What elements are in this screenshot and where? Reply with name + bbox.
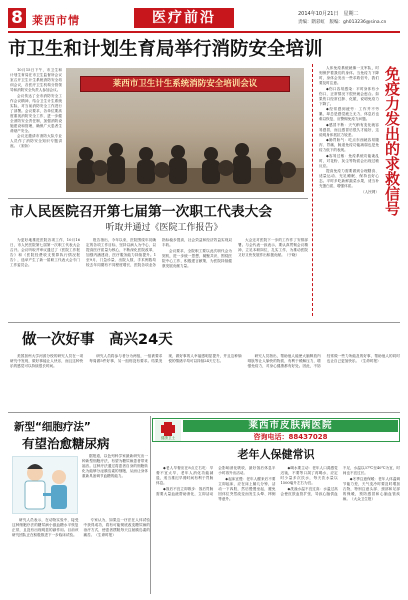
story5-headline: 老年人保健常识 bbox=[237, 448, 315, 461]
story4-illustration bbox=[12, 456, 78, 514]
photo-banner-text: 莱西市卫生计生系统消防安全培训会议 bbox=[112, 79, 258, 89]
brand-name: 莱西市情 bbox=[32, 14, 80, 27]
story1-body: 10月15日下午，市卫生和计划生育局在市卫生监督所会议室召开卫生计生系统消防安全培训会议，各医疗卫生机构分管领导和消防安全负责人参加会议。 会议传达了全市消防安全工作会议精神，结合卫生计生系统实际，对当前消防安全工作进行了部署。会议要求，各单位要高度重视消防安全工作，进一步健全消防安全责任制，加强消防设施建设和管理，确保广大患者生命财产安全。 会议还邀请市消防大队专业人员作了消防安全知识专题讲座。（宋娇） bbox=[10, 68, 62, 148]
page-number: 8 bbox=[11, 8, 23, 28]
ad-title: 莱西市皮肤病医院 bbox=[248, 420, 333, 431]
page-number-badge bbox=[8, 8, 26, 28]
photo-banner bbox=[80, 76, 290, 92]
divider-3 bbox=[8, 412, 400, 413]
story5-body: ◆老人早餐应在8点左右吃：早餐不宜太早，老年人消化功能减退，适当推迟早餐时间有利于胃肠休息。 ◆饭后不宜立即散步：饭后胃肠需要大量血液帮助消化，立即活动会影响消化吸收，最好饭后休息半小时再外出活动。 ◆起床宜慢：老年人醒来后不要立即起床，应在床上躺几分钟，活动一下四肢，然后慢慢坐起，避免因体位突然改变而发生头晕、摔倒等意外。 ◆喝水要主动：老年人口渴感觉迟钝，不要等口渴了再喝水，应定时少量多次饮水，每天饮水量以1500毫升左右为宜。 ◆洗澡水温不宜过高：水温过高会使皮肤血管扩张，导致心脑供血不足，水温以37℃至40℃为宜，时间也不宜过长。 ◆冬季注意保暖：老年人体温调节能力差，天气变冷时要及时增加衣物，特别注意头部、颈部和足部的保暖，预防感冒和心脑血管疾病。（大众卫生报） bbox=[156, 466, 400, 501]
vertical-divider bbox=[150, 416, 151, 594]
editor-line: 责编：隋彩虹 版编：gh013236@sina.cn bbox=[298, 20, 387, 25]
date-line: 2014年10月21日 星期二 bbox=[298, 11, 359, 17]
divider-1 bbox=[8, 198, 308, 199]
section-title: 医疗前沿 bbox=[152, 10, 216, 26]
masthead bbox=[8, 6, 400, 30]
story4-headline-line2: 有望治愈糖尿病 bbox=[22, 436, 110, 451]
column-box bbox=[312, 64, 400, 316]
column-box-title: 免疫力发出的求救信号 bbox=[383, 66, 401, 216]
ad-banner bbox=[152, 418, 400, 442]
story2-headline: 市人民医院召开第七届第一次职工代表大会 bbox=[10, 204, 273, 220]
story4-headline-line1: 新型“细胞疗法” bbox=[14, 421, 91, 433]
doctor-illustration bbox=[13, 457, 78, 514]
story4-body-more: 研究人员表示，在动物实验中，接受这种细胞疗法的糖尿病小鼠血糖水平恢复正常，且没有出现明显的副作用。目前该研究团队正在积极推进下一步临床试验。 专家认为，如果这一疗法在人体试验中获得成功，将有可能彻底改变糖尿病的治疗方式，使患者摆脱每天注射胰岛素的痛苦。（生命时报） bbox=[12, 518, 150, 537]
section-title-bar bbox=[134, 8, 234, 28]
story1-photo bbox=[66, 68, 304, 192]
ad-hotline: 咨询电话：88437028 bbox=[253, 433, 328, 441]
ad-title-bar bbox=[183, 420, 398, 432]
column-box-source: （人民网） bbox=[361, 189, 379, 194]
story2-body: 为更好地推进医院各项工作，10月16日，市人民医院第七届第一次职工代表大会召开。会议听取并审议通过了《医院工作报告》和《医院经费收支预算执行情况报告》，选举产生了新一届职工代表大会专门工作委员会。 报告指出，今年以来，医院围绕年初确定的各项工作目标，坚持以病人为中心，以提高医疗质量为核心，不断深化医院改革，加强内涵建设，医疗服务能力持续提升。1至9月，门急诊量、出院人数、手术例数均较去年同期有不同程度增长，医院各项业务指标稳步提高，社会效益和经济效益实现双丰收。 会议要求，全院职工要以此次职代会为契机，进一步统一思想，凝聚共识，围绕医院中心工作，积极建言献策，为医院持续健康发展贡献力量。 大会还对医院下一步的工作作了安排部署。与会代表一致表示，要认真贯彻会议精神，立足本职岗位，扎实工作，为推动医院又好又快发展作出积极贡献。（于晓） bbox=[10, 238, 308, 268]
column-box-body: 人体免疫系统就像一支军队，时刻保护着我们的身体。当免疫力下降时，身体会发出一些求救信号，我们要及时注意。 ◆伤口容易感染：平时身体有小伤口，正常情况下很快就会愈合。如果伤口经常红肿、化脓，说明免疫力下降了。 ◆经常感到疲劳：工作并不劳累，却总是感觉疲乏无力，休息后也难以恢复，应警惕免疫力问题。 ◆感冒不断：天气稍有变化就容易感冒，而且感冒后很久才能好，这说明身体抵抗力较差。 ◆肠胃娇气：吃点东西就容易腹泻、胃痛，肠道免疫功能减弱也是免疫力低下的表现。 ◆容易过敏：免疫系统功能紊乱时，对花粉、灰尘等物质会出现过敏反应。 提高免疫力需要做到合理膳食、适量运动、充足睡眠、保持良好心态。平时多吃新鲜蔬菜水果，适当补充蛋白质，增强体质。 （人民网） bbox=[319, 66, 379, 194]
ad-logo-label: 健康卫士 bbox=[160, 436, 176, 440]
story3-headline: 做一次好事 高兴24天 bbox=[22, 332, 173, 348]
story1-headline: 市卫生和计划生育局举行消防安全培训 bbox=[8, 39, 323, 60]
ad-logo bbox=[155, 420, 181, 441]
divider-2 bbox=[8, 322, 400, 323]
story4-body: 据报道，以色列科学家最新研究出一种新型细胞疗法，有望为糖尿病患者带来福音。这种疗法通过将患者自身的细胞转化为能够分泌胰岛素的细胞，从而让身体重新具备调节血糖的能力。 bbox=[82, 454, 148, 478]
story2-subhead: 听取并通过《医院工作报告》 bbox=[105, 223, 223, 233]
story3-body: 美国加州大学河滨分校的研究人员在一项研究中发现，做好事能让人快乐，而且这种快乐的感觉可以持续很长时间。 研究人员将参与者分为两组，一组被要求每周做5件好事，另一组则没有要求。结果发现，做好事的人幸福感明显提升，并且这种愉悦的情绪平均可以持续24天左右。 研究人员指出，帮助他人能使大脑释放内啡肽等让人愉快的物质，有利于缓解压力，增强免疫力，对身心健康都有好处。因此，不妨经常做一些力所能及的好事，帮助他人的同时也让自己更加快乐。（生命时报） bbox=[10, 354, 400, 368]
audience-figures bbox=[66, 108, 304, 192]
masthead-rule bbox=[8, 31, 400, 33]
